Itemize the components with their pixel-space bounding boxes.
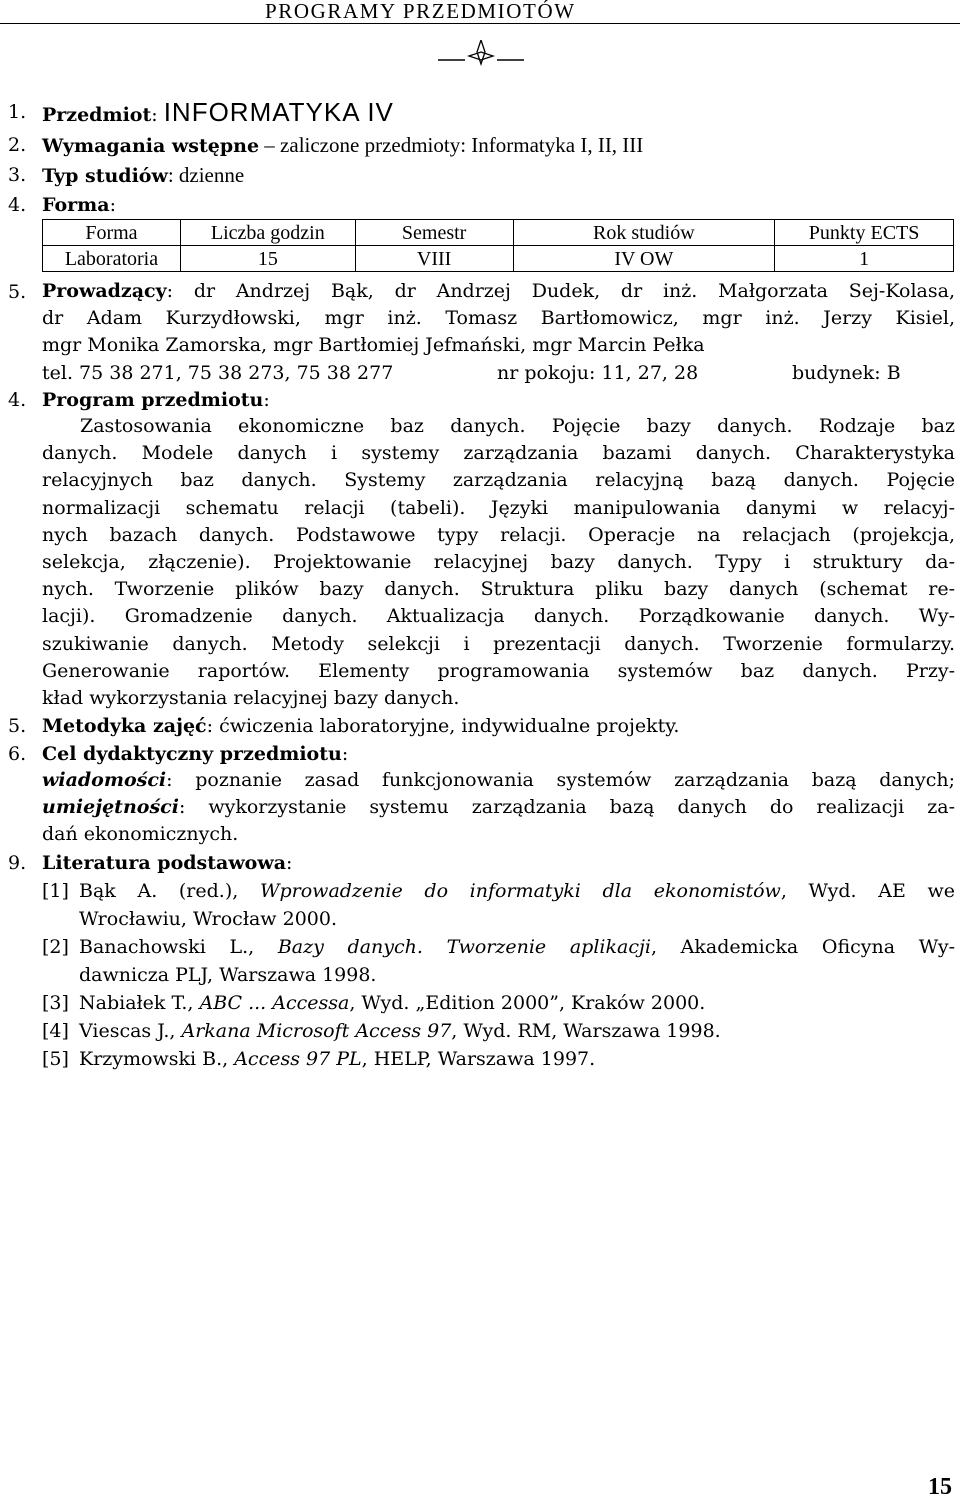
metodyka-line bbox=[42, 712, 679, 740]
item-number: 2. bbox=[8, 134, 27, 156]
przedmiot-colon: : bbox=[151, 104, 158, 126]
reference-item bbox=[79, 877, 955, 933]
running-header-title: PROGRAMY PRZEDMIOTÓW bbox=[265, 0, 576, 23]
forma-label: Forma bbox=[42, 194, 110, 216]
reference-title: Arkana Microsoft Access 97 bbox=[181, 1020, 452, 1042]
item-number: 3. bbox=[8, 164, 27, 186]
prowadzacy-block bbox=[42, 278, 955, 360]
reference-publisher: , HELP, Warszawa 1997. bbox=[361, 1048, 596, 1070]
program-line: normalizacji schematu relacji (tabeli). Języki manipulowania danymi w relacyj- bbox=[42, 496, 955, 519]
reference-title: Access 97 PL bbox=[234, 1048, 362, 1070]
wiadomosci-line bbox=[42, 767, 955, 794]
reference-number: [3] bbox=[42, 992, 69, 1014]
reference-publisher: , Wyd. „Edition 2000”, Kraków 2000. bbox=[349, 992, 706, 1014]
course-title: INFORMATYKA IV bbox=[163, 97, 394, 127]
reference-continuation: Wrocławiu, Wrocław 2000. bbox=[79, 908, 338, 930]
program-label: Program przedmiotu bbox=[42, 389, 264, 411]
cel-content bbox=[42, 767, 955, 849]
wymagania-value: – zaliczone przedmioty: Informatyka I, II, III bbox=[259, 133, 644, 157]
wymagania-label: Wymagania wstępne bbox=[42, 135, 260, 157]
item-number: 6. bbox=[8, 743, 27, 765]
forma-colon: : bbox=[109, 194, 116, 216]
program-line: danych. Modele danych i systemy zarządzania bazami danych. Charakterystyka bbox=[42, 442, 955, 465]
program-content bbox=[42, 413, 955, 712]
table-header-cell: Liczba godzin bbox=[180, 220, 355, 246]
wiadomosci-value: : poznanie zasad funkcjonowania systemów zarządzania bazą danych; bbox=[166, 769, 955, 791]
reference-publisher: , Akademicka Oficyna Wy- bbox=[650, 936, 956, 958]
table-cell: IV OW bbox=[513, 246, 775, 272]
reference-title: Wprowadzenie do informatyki dla ekonomistów bbox=[259, 880, 781, 902]
form-table bbox=[42, 219, 954, 272]
program-line: lacji). Gromadzenie danych. Aktualizacja danych. Porządkowanie danych. Wy- bbox=[42, 605, 955, 628]
przedmiot-line bbox=[42, 98, 394, 129]
reference-item bbox=[79, 1045, 955, 1073]
table-cell: 1 bbox=[775, 246, 954, 272]
cel-heading bbox=[42, 740, 348, 768]
prowadzacy-line-1: : dr Andrzej Bąk, dr Andrzej Dudek, dr inż. Małgorzata Sej-Kolasa, bbox=[166, 280, 955, 302]
reference-line bbox=[79, 933, 955, 961]
cel-colon: : bbox=[341, 743, 349, 765]
typ-line bbox=[42, 161, 244, 190]
reference-line bbox=[79, 989, 955, 1017]
ornament-divider bbox=[438, 40, 524, 66]
reference-item bbox=[79, 989, 955, 1017]
item-number: 5. bbox=[8, 715, 27, 737]
contact-budynek: budynek: B bbox=[792, 362, 901, 384]
prowadzacy-label: Prowadzący bbox=[42, 280, 167, 302]
typ-label: Typ studiów bbox=[42, 165, 168, 187]
program-line: szukiwanie danych. Metody selekcji i prezentacji danych. Tworzenie formularzy. bbox=[42, 632, 955, 655]
prowadzacy-line-2: dr Adam Kurzydłowski, mgr inż. Tomasz Bartłomowicz, mgr inż. Jerzy Kisiel, bbox=[42, 307, 955, 330]
umiejetnosci-label: umiejętności bbox=[42, 796, 179, 819]
table-header-row bbox=[43, 220, 954, 246]
metodyka-value: : ćwiczenia laboratoryjne, indywidualne projekty. bbox=[206, 715, 680, 737]
table-cell: VIII bbox=[355, 246, 513, 272]
reference-publisher: , Wyd. AE we bbox=[780, 880, 955, 902]
program-line: Zastosowania ekonomiczne baz danych. Pojęcie bazy danych. Rodzaje baz bbox=[80, 415, 955, 437]
literatura-heading bbox=[42, 849, 292, 877]
reference-title: Bazy danych. Tworzenie aplikacji bbox=[277, 936, 651, 958]
program-line: selekcja, złączenie). Projektowanie relacyjnej bazy danych. Typy i struktury da- bbox=[42, 550, 955, 573]
reference-title: ABC ... Accessa bbox=[199, 992, 350, 1014]
reference-author: Viescas J., bbox=[79, 1020, 182, 1042]
reference-author: Krzymowski B., bbox=[79, 1048, 235, 1070]
program-line: nych bazach danych. Podstawowe typy relacji. Operacje na relacjach (projekcja, bbox=[42, 523, 955, 546]
reference-number: [2] bbox=[42, 936, 69, 958]
reference-item bbox=[79, 933, 955, 989]
item-number: 1. bbox=[8, 101, 27, 123]
umiejetnosci-value: : wykorzystanie systemu zarządzania bazą danych do realizacji za- bbox=[178, 796, 955, 819]
table-cell: Laboratoria bbox=[43, 246, 181, 272]
program-heading bbox=[42, 386, 270, 414]
contact-pokoj: nr pokoju: 11, 27, 28 bbox=[497, 362, 699, 384]
reference-number: [4] bbox=[42, 1020, 69, 1042]
reference-author: Bąk A. (red.), bbox=[79, 880, 260, 902]
table-header-cell: Rok studiów bbox=[513, 220, 775, 246]
table-header-cell: Forma bbox=[43, 220, 181, 246]
wiadomosci-label: wiadomości bbox=[42, 769, 167, 791]
header-rule bbox=[0, 23, 960, 24]
item-number: 5. bbox=[8, 281, 27, 303]
table-header-cell: Punkty ECTS bbox=[775, 220, 954, 246]
table-cell: 15 bbox=[180, 246, 355, 272]
contact-tel: tel. 75 38 271, 75 38 273, 75 38 277 bbox=[42, 362, 394, 384]
typ-value: : dzienne bbox=[167, 163, 245, 187]
reference-line bbox=[79, 1017, 955, 1045]
reference-number: [5] bbox=[42, 1048, 69, 1070]
reference-line bbox=[79, 1045, 955, 1073]
item-number: 4. bbox=[8, 194, 27, 216]
item-number: 4. bbox=[8, 389, 27, 411]
literatura-colon: : bbox=[286, 852, 293, 874]
reference-number: [1] bbox=[42, 880, 69, 902]
literatura-label: Literatura podstawowa bbox=[42, 852, 287, 874]
forma-line bbox=[42, 191, 116, 219]
program-line: Generowanie raportów. Elementy programowania systemów baz danych. Przy- bbox=[42, 659, 955, 682]
prowadzacy-line bbox=[42, 278, 955, 305]
program-line: relacyjnych baz danych. Systemy zarządzania relacyjną bazą danych. Pojęcie bbox=[42, 469, 955, 492]
reference-continuation: dawnicza PLJ, Warszawa 1998. bbox=[79, 964, 377, 986]
wymagania-line bbox=[42, 131, 643, 160]
table-row bbox=[43, 246, 954, 272]
table-header-cell: Semestr bbox=[355, 220, 513, 246]
running-header bbox=[0, 0, 960, 23]
reference-publisher: , Wyd. RM, Warszawa 1998. bbox=[451, 1020, 721, 1042]
reference-item bbox=[79, 1017, 955, 1045]
program-colon: : bbox=[263, 389, 270, 411]
prowadzacy-line-3: mgr Monika Zamorska, mgr Bartłomiej Jefmański, mgr Marcin Pełka bbox=[42, 334, 705, 357]
metodyka-label: Metodyka zajęć bbox=[42, 715, 207, 737]
page-number: 15 bbox=[928, 1474, 952, 1500]
przedmiot-label: Przedmiot bbox=[42, 104, 152, 126]
program-line: kład wykorzystania relacyjnej bazy danych. bbox=[42, 686, 460, 709]
item-number: 9. bbox=[8, 852, 27, 874]
umiejetnosci-line bbox=[42, 794, 955, 821]
program-line: nych. Tworzenie plików bazy danych. Struktura pliku bazy danych (schemat re- bbox=[42, 578, 955, 601]
reference-author: Nabiałek T., bbox=[79, 992, 200, 1014]
reference-line bbox=[79, 877, 955, 905]
cel-label: Cel dydaktyczny przedmiotu bbox=[42, 743, 342, 765]
reference-author: Banachowski L., bbox=[79, 936, 278, 958]
umiejetnosci-continuation: dań ekonomicznych. bbox=[42, 823, 239, 846]
